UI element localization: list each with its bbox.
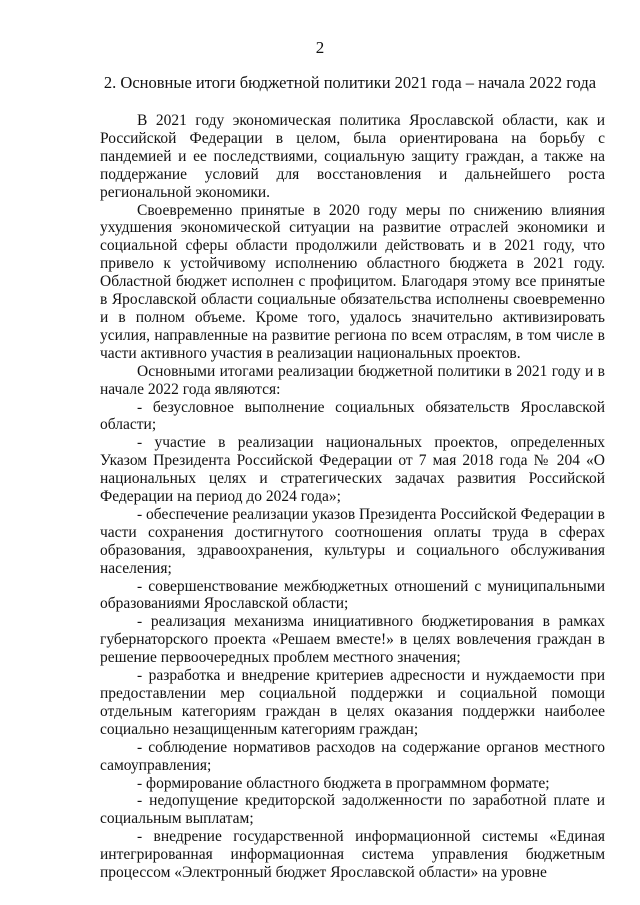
list-item: - обеспечение реализации указов Президента Российской Федерации в части сохранения достигнутого соотношения оплаты труда в сферах образования, здравоохранения, культуры и социального обслуживания населения; xyxy=(100,505,605,577)
list-item: - формирование областного бюджета в программном формате; xyxy=(137,774,550,792)
list-item: - участие в реализации национальных проектов, определенных Указом Президента Российской Федерации от 7 мая 2018 года № 204 «О национальных целях и стратегических задачах развития Российской Федерации на период до 2024 года»; xyxy=(100,434,605,506)
list-item: - внедрение государственной информационной системы «Единая интегрированная информационная система управления бюджетным процессом «Электронный бюджет Ярославской области» на уровне xyxy=(100,828,605,882)
paragraph: Основными итогами реализации бюджетной политики в 2021 году и в начале 2022 года являются: xyxy=(100,362,605,398)
paragraph: В 2021 году экономическая политика Ярославской области, как и Российской Федерации в целом, была ориентирована на борьбу с пандемией и ее последствиями, социальную защиту граждан, а также на поддержание условий для восстановления и дальнейшего роста региональной экономики. xyxy=(100,112,605,201)
list-item: - соблюдение нормативов расходов на содержание органов местного самоуправления; xyxy=(100,738,605,774)
page-number: 2 xyxy=(315,38,325,57)
section-heading: 2. Основные итоги бюджетной политики 2021 года – начала 2022 года xyxy=(103,73,597,92)
list-item: - совершенствование межбюджетных отношений с муниципальными образованиями Ярославской области; xyxy=(100,577,605,613)
paragraph: Своевременно принятые в 2020 году меры по снижению влияния ухудшения экономической ситуации на развитие отраслей экономики и социальной сферы области продолжили действовать и в 2021 году, что привело к устойчивому исполнению областного бюджета в 2021 году. Областной бюджет исполнен с профицитом. Благодаря этому все принятые в Ярославской области социальные обязательства исполнены своевременно и в полном объеме. Кроме того, удалось значительно активизировать усилия, направленные на развитие региона по всем отраслям, в том числе в части активного участия в реализации национальных проектов. xyxy=(100,201,605,362)
section-body xyxy=(100,112,605,882)
list-item: - разработка и внедрение критериев адресности и нуждаемости при предоставлении мер социальной поддержки и социальной помощи отдельным категориям граждан в целях оказания поддержки наиболее социально незащищенным категориям граждан; xyxy=(100,667,605,738)
list-item: - безусловное выполнение социальных обязательств Ярославской области; xyxy=(100,398,605,434)
list-item: - реализация механизма инициативного бюджетирования в рамках губернаторского проекта «Решаем вместе!» в целях вовлечения граждан в решение первоочередных проблем местного значения; xyxy=(100,613,605,667)
list-item: - недопущение кредиторской задолженности по заработной плате и социальным выплатам; xyxy=(100,792,605,828)
